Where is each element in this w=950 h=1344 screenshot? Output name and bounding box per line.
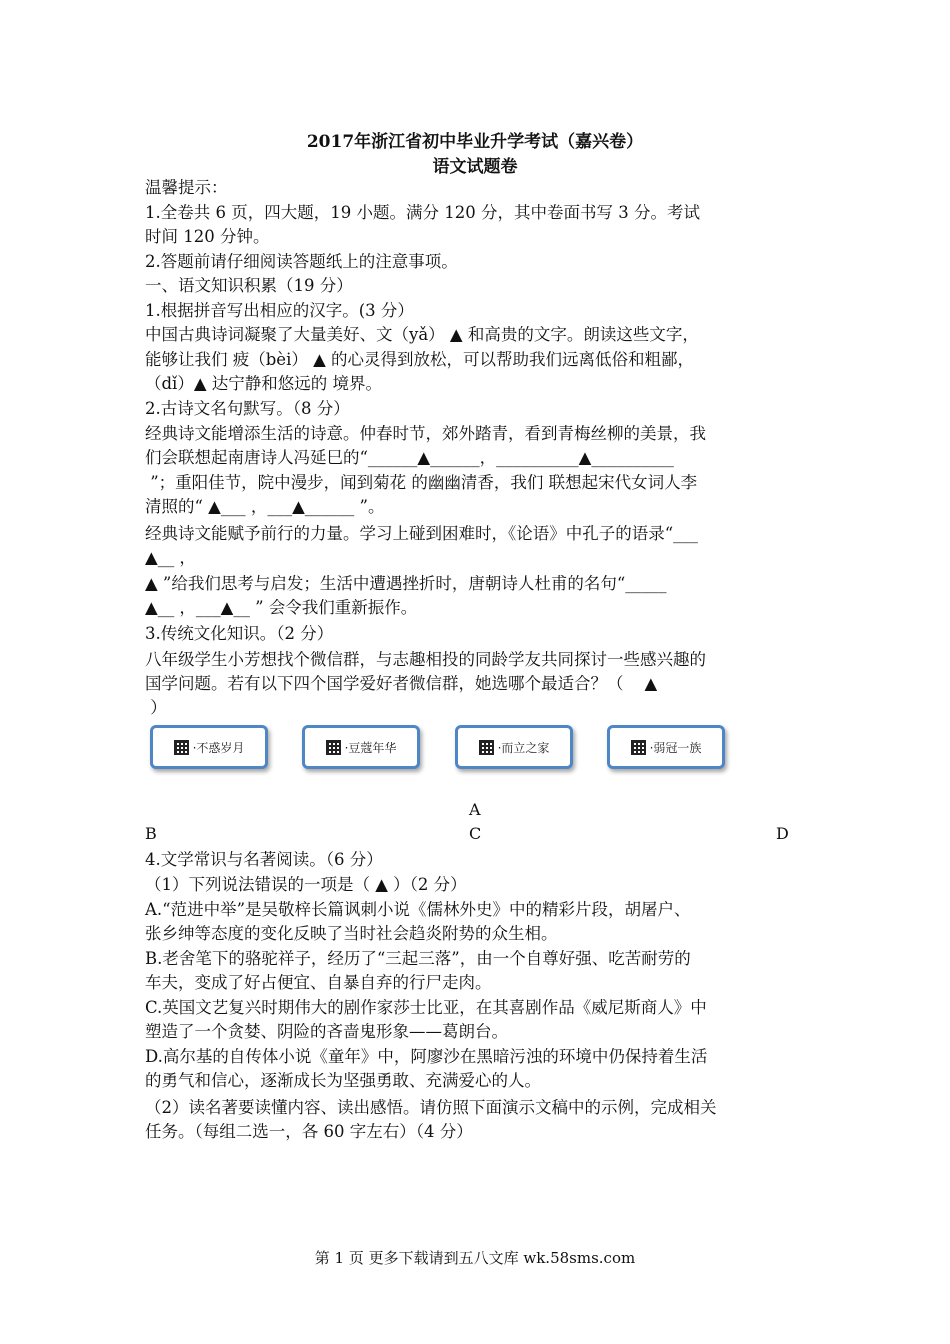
text-line: 温馨提示： xyxy=(145,178,228,197)
group-name: ·而立之家 xyxy=(497,740,550,755)
option-label-a: A xyxy=(469,800,481,819)
exam-subtitle: 语文试题卷 xyxy=(432,157,518,177)
group-name: ·弱冠一族 xyxy=(649,740,702,755)
text-line: 经典诗文能增添生活的诗意。仲春时节，郊外踏青，看到青梅丝柳的美景，我 xyxy=(145,424,706,443)
text-line: 时间 120 分钟。 xyxy=(145,227,270,246)
text-line: 清照的“ ▲___ ，___▲______ ”。 xyxy=(145,497,385,516)
text-line: 的勇气和信心，逐渐成长为坚强勇敢、充满爱心的人。 xyxy=(145,1071,541,1090)
section-heading: 一、语文知识积累（19 分） xyxy=(145,276,353,295)
text-line: 张乡绅等态度的变化反映了当时社会趋炎附势的众生相。 xyxy=(145,924,558,943)
wechat-group-card xyxy=(150,725,268,769)
text-line: 2.答题前请仔细阅读答题纸上的注意事项。 xyxy=(145,252,458,271)
qr-code-icon xyxy=(174,740,189,755)
text-line: 能够让我们 疲（bèi） ▲ 的心灵得到放松，可以帮助我们远离低俗和粗鄙， xyxy=(145,350,695,369)
wechat-group-card xyxy=(455,725,573,769)
text-line: ▲__ ，___▲__ ” 会令我们重新振作。 xyxy=(145,598,418,617)
option-label-d: D xyxy=(776,824,789,843)
group-name: ·豆蔻年华 xyxy=(344,740,397,755)
question-heading: 2.古诗文名句默写。（8 分） xyxy=(145,399,350,418)
text-line: ”；重阳佳节，院中漫步，闻到菊花 的幽幽清香，我们 联想起宋代女词人李 xyxy=(145,473,698,492)
exam-title: 2017年浙江省初中毕业升学考试（嘉兴卷） xyxy=(306,132,644,152)
text-line: B.老舍笔下的骆驼祥子，经历了“三起三落”，由一个自尊好强、吃苦耐劳的 xyxy=(145,949,691,968)
option-label-b: B xyxy=(145,824,157,843)
text-line: ▲__ ， xyxy=(145,548,196,567)
text-line: 八年级学生小芳想找个微信群，与志趣相投的同龄学友共同探讨一些感兴趣的 xyxy=(145,650,706,669)
text-line: （1）下列说法错误的一项是（ ▲ ）（2 分） xyxy=(145,875,467,894)
wechat-group-card xyxy=(607,725,725,769)
group-name: ·不惑岁月 xyxy=(192,740,245,755)
text-line: （2）读名著要读懂内容、读出感悟。请仿照下面演示文稿中的示例，完成相关 xyxy=(145,1098,717,1117)
text-line: C.英国文艺复兴时期伟大的剧作家莎士比亚，在其喜剧作品《威尼斯商人》中 xyxy=(145,998,707,1017)
qr-code-icon xyxy=(479,740,494,755)
text-line: 塑造了一个贪婪、阴险的吝啬鬼形象——葛朗台。 xyxy=(145,1022,508,1041)
text-line: ▲ ”给我们思考与启发；生活中遭遇挫折时，唐朝诗人杜甫的名句“_____ xyxy=(145,574,667,593)
text-line: 经典诗文能赋予前行的力量。学习上碰到困难时，《论语》中孔子的语录“___ xyxy=(145,524,698,543)
text-line: 车夫，变成了好占便宜、自暴自弃的行尸走肉。 xyxy=(145,973,492,992)
question-heading: 1.根据拼音写出相应的汉字。(3 分） xyxy=(145,301,414,320)
text-line: D.高尔基的自传体小说《童年》中，阿廖沙在黑暗污浊的环境中仍保持着生活 xyxy=(145,1047,708,1066)
qr-code-icon xyxy=(326,740,341,755)
text-line: 1.全卷共 6 页，四大题，19 小题。满分 120 分，其中卷面书写 3 分。考试 xyxy=(145,203,700,222)
page-footer: 第 1 页 更多下载请到五八文库 wk.58sms.com xyxy=(314,1249,636,1267)
text-line: 中国古典诗词凝聚了大量美好、文（yǎ） ▲ 和高贵的文字。朗读这些文字， xyxy=(145,325,699,344)
text-line: 们会联想起南唐诗人冯延巳的“______▲______，__________▲__________ xyxy=(145,448,674,467)
text-line: ） xyxy=(145,698,167,717)
question-heading: 3.传统文化知识。（2 分） xyxy=(145,624,334,643)
qr-code-icon xyxy=(631,740,646,755)
option-label-c: C xyxy=(469,824,482,843)
text-line: 国学问题。若有以下四个国学爱好者微信群，她选哪个最适合？（ ▲ xyxy=(145,674,658,693)
text-line: 任务。（每组二选一，各 60 字左右）（4 分） xyxy=(145,1122,473,1141)
text-line: （dǐ）▲ 达宁静和悠远的 境界。 xyxy=(145,374,383,393)
wechat-group-card xyxy=(302,725,420,769)
question-heading: 4.文学常识与名著阅读。（6 分） xyxy=(145,850,383,869)
text-line: A.“范进中举”是吴敬梓长篇讽刺小说《儒林外史》中的精彩片段，胡屠户、 xyxy=(145,900,691,919)
